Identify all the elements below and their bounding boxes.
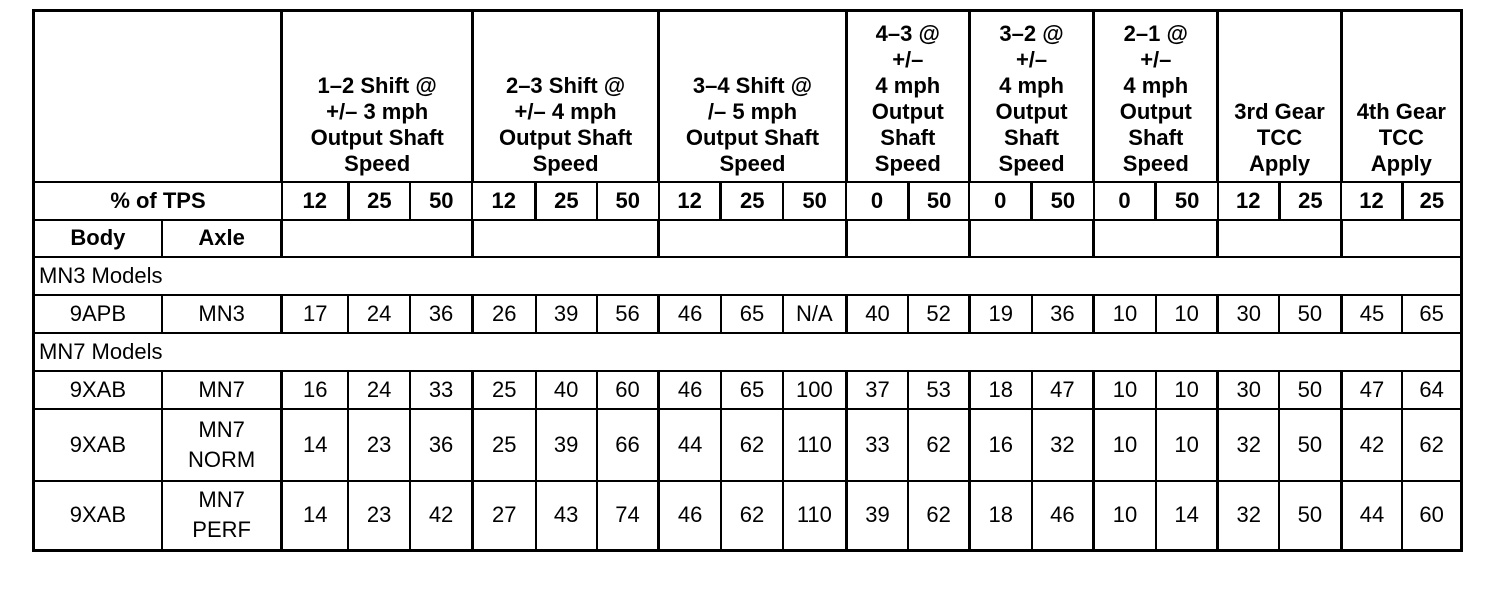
value-cell: 65	[1402, 295, 1461, 333]
value-cell: 66	[597, 409, 659, 481]
value-cell: 74	[597, 481, 659, 551]
value-cell: 18	[969, 481, 1031, 551]
axle-cell	[162, 481, 282, 551]
value-cell: 19	[969, 295, 1031, 333]
group-header-line: 4–3 @	[875, 20, 940, 46]
body-cell: 9XAB	[34, 481, 162, 551]
section-header-row	[34, 333, 1462, 371]
group-header-line: +/– 4 mph	[514, 98, 617, 124]
group-header-line: Output	[1119, 98, 1192, 124]
group-header-line: Shaft	[1128, 124, 1184, 150]
section-title: MN3 Models	[34, 257, 1462, 295]
group-header	[282, 11, 472, 182]
blank-group-cell	[969, 220, 1093, 257]
blank-group-cell	[1094, 220, 1218, 257]
value-cell: 32	[1032, 409, 1094, 481]
group-header	[846, 11, 969, 182]
group-header-line: TCC	[1378, 124, 1424, 150]
group-header-line: +/– 3 mph	[326, 98, 429, 124]
group-header-line: Shaft	[880, 124, 936, 150]
value-cell: 39	[846, 481, 908, 551]
axle-cell	[162, 371, 282, 409]
section-title: MN7 Models	[34, 333, 1462, 371]
value-cell: 44	[1341, 481, 1402, 551]
value-cell: 52	[908, 295, 969, 333]
value-cell: 32	[1218, 409, 1279, 481]
tps-value: 25	[536, 182, 597, 220]
tps-value: 25	[1402, 182, 1461, 220]
value-cell: 37	[846, 371, 908, 409]
axle-cell	[162, 409, 282, 481]
value-cell: 60	[597, 371, 659, 409]
group-header	[1341, 11, 1461, 182]
group-header-line: Output	[871, 98, 944, 124]
value-cell: 10	[1156, 409, 1218, 481]
value-cell: 62	[908, 409, 969, 481]
value-cell: 56	[597, 295, 659, 333]
blank-group-cell	[472, 220, 658, 257]
group-header-line: Apply	[1370, 150, 1432, 176]
tps-label: % of TPS	[34, 182, 282, 220]
value-cell: 39	[536, 409, 597, 481]
value-cell: 45	[1341, 295, 1402, 333]
tps-value: 50	[1032, 182, 1094, 220]
value-cell: 33	[846, 409, 908, 481]
value-cell: 16	[282, 371, 348, 409]
value-cell: 60	[1402, 481, 1461, 551]
table-row	[34, 295, 1462, 333]
group-header-line: 2–3 Shift @	[505, 72, 626, 98]
group-header-line: Shaft	[1004, 124, 1060, 150]
value-cell: 50	[1279, 371, 1341, 409]
value-cell: 39	[536, 295, 597, 333]
axle-cell	[162, 295, 282, 333]
tps-value: 0	[1094, 182, 1156, 220]
value-cell: 18	[969, 371, 1031, 409]
value-cell: 10	[1156, 295, 1218, 333]
group-header-line: +/–	[1015, 46, 1048, 72]
group-header-line: Speed	[719, 150, 786, 176]
group-header-line: Speed	[532, 150, 599, 176]
value-cell: 16	[969, 409, 1031, 481]
body-cell: 9XAB	[34, 409, 162, 481]
value-cell: 36	[410, 409, 472, 481]
axle-line: PERF	[192, 517, 251, 543]
value-cell: 10	[1156, 371, 1218, 409]
tps-value: 0	[969, 182, 1031, 220]
value-cell: 36	[410, 295, 472, 333]
value-cell: 46	[659, 481, 721, 551]
tps-value: 50	[908, 182, 969, 220]
tps-value: 50	[597, 182, 659, 220]
axle-line: MN7	[198, 416, 245, 442]
blank-group-cell	[659, 220, 846, 257]
group-header-line: Speed	[998, 150, 1065, 176]
value-cell: 24	[348, 371, 410, 409]
column-header-row	[34, 220, 1462, 257]
value-cell: 53	[908, 371, 969, 409]
value-cell: 14	[282, 409, 348, 481]
value-cell: 24	[348, 295, 410, 333]
tps-value: 50	[1156, 182, 1218, 220]
group-header-line: 1–2 Shift @	[317, 72, 437, 98]
section-header-row	[34, 257, 1462, 295]
value-cell: 46	[1032, 481, 1094, 551]
group-header-row	[34, 11, 1462, 182]
blank-group-cell	[846, 220, 969, 257]
value-cell: 65	[721, 371, 783, 409]
value-cell: 30	[1218, 371, 1279, 409]
group-header-line: 4 mph	[999, 72, 1064, 98]
table-row	[34, 409, 1462, 481]
axle-line: MN7	[198, 487, 245, 513]
value-cell: 50	[1279, 409, 1341, 481]
body-column-header: Body	[34, 220, 162, 257]
value-cell: 10	[1094, 409, 1156, 481]
value-cell: 65	[721, 295, 783, 333]
group-header-line: Output	[995, 98, 1068, 124]
group-header-line: Output Shaft	[310, 124, 444, 150]
blank-group-cell	[1218, 220, 1341, 257]
group-header	[1094, 11, 1218, 182]
tps-value: 50	[783, 182, 846, 220]
group-header-line: 3–2 @	[999, 20, 1064, 46]
tps-value: 50	[410, 182, 472, 220]
tps-value: 0	[846, 182, 908, 220]
value-cell: 110	[783, 481, 846, 551]
group-header-line: /– 5 mph	[707, 98, 798, 124]
group-header-line: 4 mph	[1123, 72, 1189, 98]
value-cell: 27	[472, 481, 535, 551]
value-cell: 23	[348, 481, 410, 551]
group-header-line: Output Shaft	[685, 124, 820, 150]
body-cell: 9XAB	[34, 371, 162, 409]
value-cell: 23	[348, 409, 410, 481]
value-cell: 62	[721, 409, 783, 481]
group-header	[472, 11, 658, 182]
value-cell: 25	[472, 371, 535, 409]
group-header-line: 4th Gear	[1356, 98, 1446, 124]
value-cell: 62	[908, 481, 969, 551]
tps-value: 12	[659, 182, 721, 220]
value-cell: 50	[1279, 481, 1341, 551]
tps-value: 25	[1279, 182, 1341, 220]
group-header-line: 3rd Gear	[1234, 98, 1325, 124]
value-cell: 47	[1341, 371, 1402, 409]
value-cell: 36	[1032, 295, 1094, 333]
value-cell: 17	[282, 295, 348, 333]
tps-value: 12	[1218, 182, 1279, 220]
group-header-line: +/–	[892, 46, 924, 72]
shift-speed-table	[32, 9, 1463, 552]
value-cell: 10	[1094, 481, 1156, 551]
value-cell: 26	[472, 295, 535, 333]
group-header-line: Output Shaft	[498, 124, 633, 150]
group-header-line: Speed	[344, 150, 411, 176]
group-header-line: 4 mph	[875, 72, 941, 98]
value-cell: 42	[1341, 409, 1402, 481]
group-header-line: TCC	[1256, 124, 1303, 150]
value-cell: 44	[659, 409, 721, 481]
group-header-line: Speed	[874, 150, 941, 176]
value-cell: 43	[536, 481, 597, 551]
tps-row	[34, 182, 1462, 220]
value-cell: 10	[1094, 371, 1156, 409]
group-header-line: +/–	[1140, 46, 1172, 72]
value-cell: 30	[1218, 295, 1279, 333]
value-cell: 42	[410, 481, 472, 551]
value-cell: 40	[846, 295, 908, 333]
group-header	[659, 11, 846, 182]
group-header-line: 3–4 Shift @	[692, 72, 813, 98]
value-cell: 46	[659, 295, 721, 333]
value-cell: 40	[536, 371, 597, 409]
value-cell: 46	[659, 371, 721, 409]
group-header-line: 2–1 @	[1123, 20, 1188, 46]
value-cell: N/A	[783, 295, 846, 333]
value-cell: 50	[1279, 295, 1341, 333]
value-cell: 100	[783, 371, 846, 409]
blank-group-cell	[282, 220, 472, 257]
tps-value: 12	[472, 182, 535, 220]
value-cell: 47	[1032, 371, 1094, 409]
group-header-line: Apply	[1248, 150, 1311, 176]
axle-column-header: Axle	[162, 220, 282, 257]
value-cell: 14	[282, 481, 348, 551]
table-row	[34, 481, 1462, 551]
value-cell: 110	[783, 409, 846, 481]
value-cell: 62	[1402, 409, 1461, 481]
group-header-line: Speed	[1122, 150, 1189, 176]
table-row	[34, 371, 1462, 409]
body-cell: 9APB	[34, 295, 162, 333]
axle-line: NORM	[188, 446, 256, 472]
tps-value: 25	[348, 182, 410, 220]
axle-line: MN3	[198, 300, 245, 326]
value-cell: 10	[1094, 295, 1156, 333]
tps-value: 12	[1341, 182, 1402, 220]
axle-line: MN7	[198, 376, 245, 402]
value-cell: 14	[1156, 481, 1218, 551]
value-cell: 62	[721, 481, 783, 551]
tps-value: 12	[282, 182, 348, 220]
group-header	[969, 11, 1093, 182]
value-cell: 64	[1402, 371, 1461, 409]
value-cell: 32	[1218, 481, 1279, 551]
header-blank-cell	[34, 11, 282, 182]
group-header	[1218, 11, 1341, 182]
value-cell: 25	[472, 409, 535, 481]
value-cell: 33	[410, 371, 472, 409]
tps-value: 25	[721, 182, 783, 220]
blank-group-cell	[1341, 220, 1461, 257]
